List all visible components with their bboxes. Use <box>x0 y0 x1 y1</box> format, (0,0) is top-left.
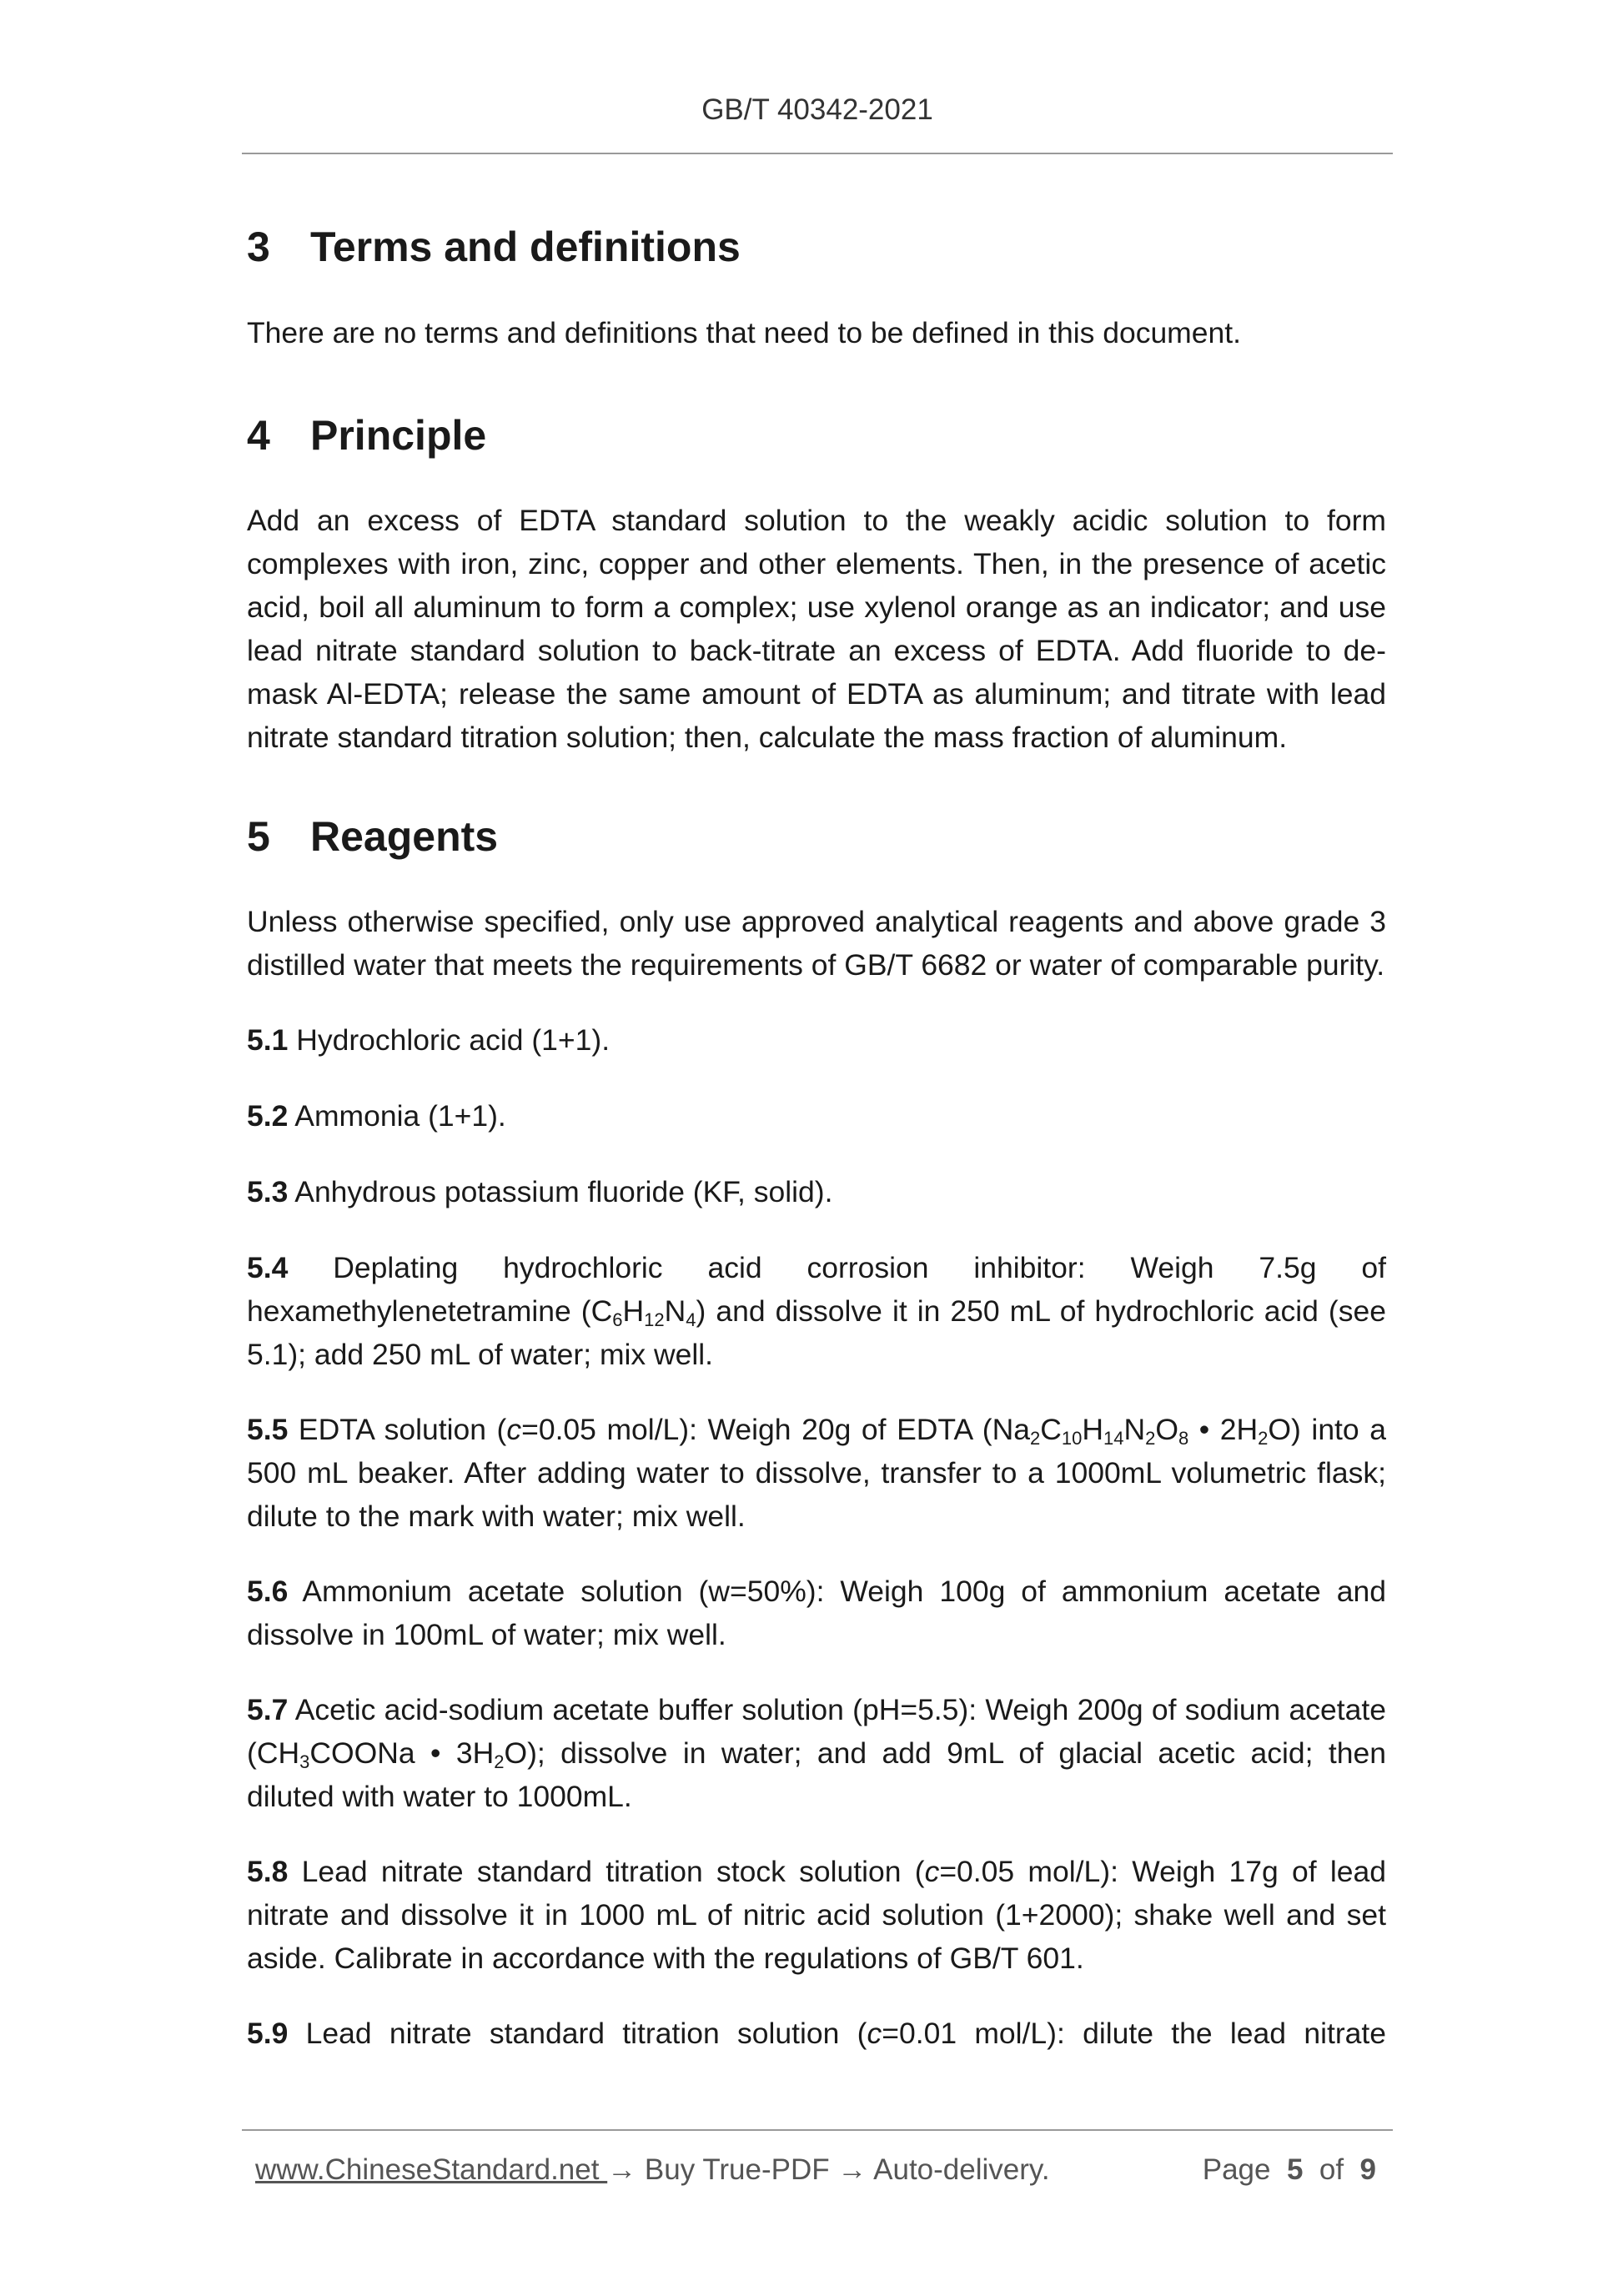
subscript: 6 <box>612 1309 623 1330</box>
clause-text: • 2H <box>1188 1413 1259 1446</box>
section-4-text: Add an excess of EDTA standard solution to the weakly acidic solution to form complexes with iron, zinc, copper and other elements. Then, in the presence of acetic acid, boil all aluminum to form a complex; use xylenol orange as an indicator; and use lead nitrate standard solution to back-titrate an excess of EDTA. Add fluoride to de-mask Al-EDTA; release the same amount of EDTA as aluminum; and titrate with lead nitrate standard titration solution; then, calculate the mass fraction of aluminum. <box>247 504 1386 754</box>
subscript: 4 <box>686 1309 696 1330</box>
auto-delivery-text: Auto-delivery. <box>867 2153 1050 2186</box>
clause-number: 5.6 <box>247 1575 289 1608</box>
clause-text: N <box>664 1294 686 1328</box>
page-content <box>247 219 1386 2055</box>
clause-text: Lead nitrate standard titration solution ( <box>288 2017 867 2050</box>
of-label: of <box>1319 2153 1344 2186</box>
clause-text: COONa • 3H <box>309 1736 495 1770</box>
clause-text: Ammonia (1+1). <box>288 1099 506 1133</box>
clause-5-1 <box>247 1018 1386 1062</box>
section-5-intro: Unless otherwise specified, only use approved analytical reagents and above grade 3 distilled water that meets the requirements of GB/T 6682 or water of comparable purity. <box>247 905 1386 982</box>
buy-text: Buy True-PDF <box>636 2153 838 2186</box>
section-4-heading <box>247 407 1386 464</box>
arrow-right-icon: → <box>607 2153 637 2186</box>
header-rule <box>242 153 1393 154</box>
clause-text: =0.05 mol/L): Weigh 20g of EDTA (Na <box>521 1413 1030 1446</box>
subscript: 12 <box>644 1309 665 1330</box>
clause-text: Ammonium acetate solution (w=50%): Weigh 100g of ammonium acetate and dissolve in 100mL of water; mix well. <box>247 1575 1386 1651</box>
document-header: GB/T 40342-2021 <box>701 93 933 126</box>
clause-5-3 <box>247 1170 1386 1213</box>
page-number: 5 <box>1286 2153 1304 2186</box>
clause-number: 5.3 <box>247 1175 289 1208</box>
clause-text: H <box>622 1294 645 1328</box>
clause-number: 5.5 <box>247 1413 289 1446</box>
subscript: 2 <box>1145 1428 1156 1449</box>
variable: c <box>924 1855 940 1888</box>
page-total: 9 <box>1359 2153 1376 2186</box>
variable: c <box>506 1413 522 1446</box>
clause-number: 5.2 <box>247 1099 289 1133</box>
clause-number: 5.7 <box>247 1693 289 1726</box>
subscript: 3 <box>299 1751 310 1772</box>
page-indicator <box>1203 2150 1376 2190</box>
website-link[interactable]: www.ChineseStandard.net <box>255 2153 608 2186</box>
clause-text: ) and dissolve it in 250 mL of hydrochloric acid (see 5.1); add 250 mL of water; mix well. <box>247 1294 1386 1371</box>
subscript: 2 <box>1029 1428 1041 1449</box>
clause-number: 5.9 <box>247 2017 289 2050</box>
clause-text: O); dissolve in water; and add 9mL of glacial acetic acid; then diluted with water to 1000mL. <box>247 1736 1386 1813</box>
subscript: 2 <box>494 1751 505 1772</box>
clause-5-7 <box>247 1688 1386 1818</box>
clause-5-2 <box>247 1094 1386 1138</box>
clause-number: 5.4 <box>247 1251 289 1284</box>
clause-5-4 <box>247 1246 1386 1376</box>
clause-text: Lead nitrate standard titration stock solution ( <box>288 1855 925 1888</box>
footer-rule <box>242 2129 1393 2131</box>
section-number: 3 <box>247 224 270 270</box>
arrow-right-icon: → <box>837 2153 867 2186</box>
clause-text: EDTA solution ( <box>288 1413 507 1446</box>
section-3-heading <box>247 219 1386 275</box>
clause-text: =0.01 mol/L): dilute the lead nitrate <box>882 2017 1386 2050</box>
clause-text: C <box>1040 1413 1062 1446</box>
clause-text: N <box>1123 1413 1146 1446</box>
clause-text: Anhydrous potassium fluoride (KF, solid). <box>288 1175 833 1208</box>
clause-text: H <box>1082 1413 1103 1446</box>
variable: c <box>867 2017 882 2050</box>
clause-text: =0.05 mol/L): Weigh 17g of lead nitrate and dissolve it in 1000 mL of nitric acid solution (1+2000); shake well and set aside. Calibrate in accordance with the regulations of GB/T 601. <box>247 1855 1386 1975</box>
clause-5-6 <box>247 1570 1386 1656</box>
clause-number: 5.1 <box>247 1023 289 1057</box>
subscript: 8 <box>1178 1428 1189 1449</box>
section-5-heading <box>247 808 1386 865</box>
section-number: 5 <box>247 813 270 860</box>
clause-text: O) into a 500 mL beaker. After adding water to dissolve, transfer to a 1000mL volumetric flask; dilute to the mark with water; mix well. <box>247 1413 1386 1533</box>
section-title: Reagents <box>310 813 499 860</box>
clause-text: O <box>1155 1413 1178 1446</box>
page-label: Page <box>1202 2153 1271 2186</box>
clause-5-9 <box>247 2012 1386 2055</box>
section-3-text: There are no terms and definitions that need to be defined in this document. <box>247 316 1241 349</box>
section-number: 4 <box>247 412 270 459</box>
clause-text: Deplating hydrochloric acid corrosion inhibitor: Weigh 7.5g of hexamethylenetetramine (C <box>247 1251 1386 1328</box>
subscript: 2 <box>1258 1428 1269 1449</box>
page-footer <box>255 2150 1381 2190</box>
subscript: 14 <box>1103 1428 1124 1449</box>
clause-number: 5.8 <box>247 1855 289 1888</box>
clause-text: Hydrochloric acid (1+1). <box>288 1023 611 1057</box>
subscript: 10 <box>1061 1428 1083 1449</box>
clause-text: Acetic acid-sodium acetate buffer solution (pH=5.5): Weigh 200g of sodium acetate (CH <box>247 1693 1386 1770</box>
section-title: Principle <box>310 412 487 459</box>
section-title: Terms and definitions <box>310 224 741 270</box>
clause-5-5 <box>247 1408 1386 1538</box>
clause-5-8 <box>247 1850 1386 1980</box>
